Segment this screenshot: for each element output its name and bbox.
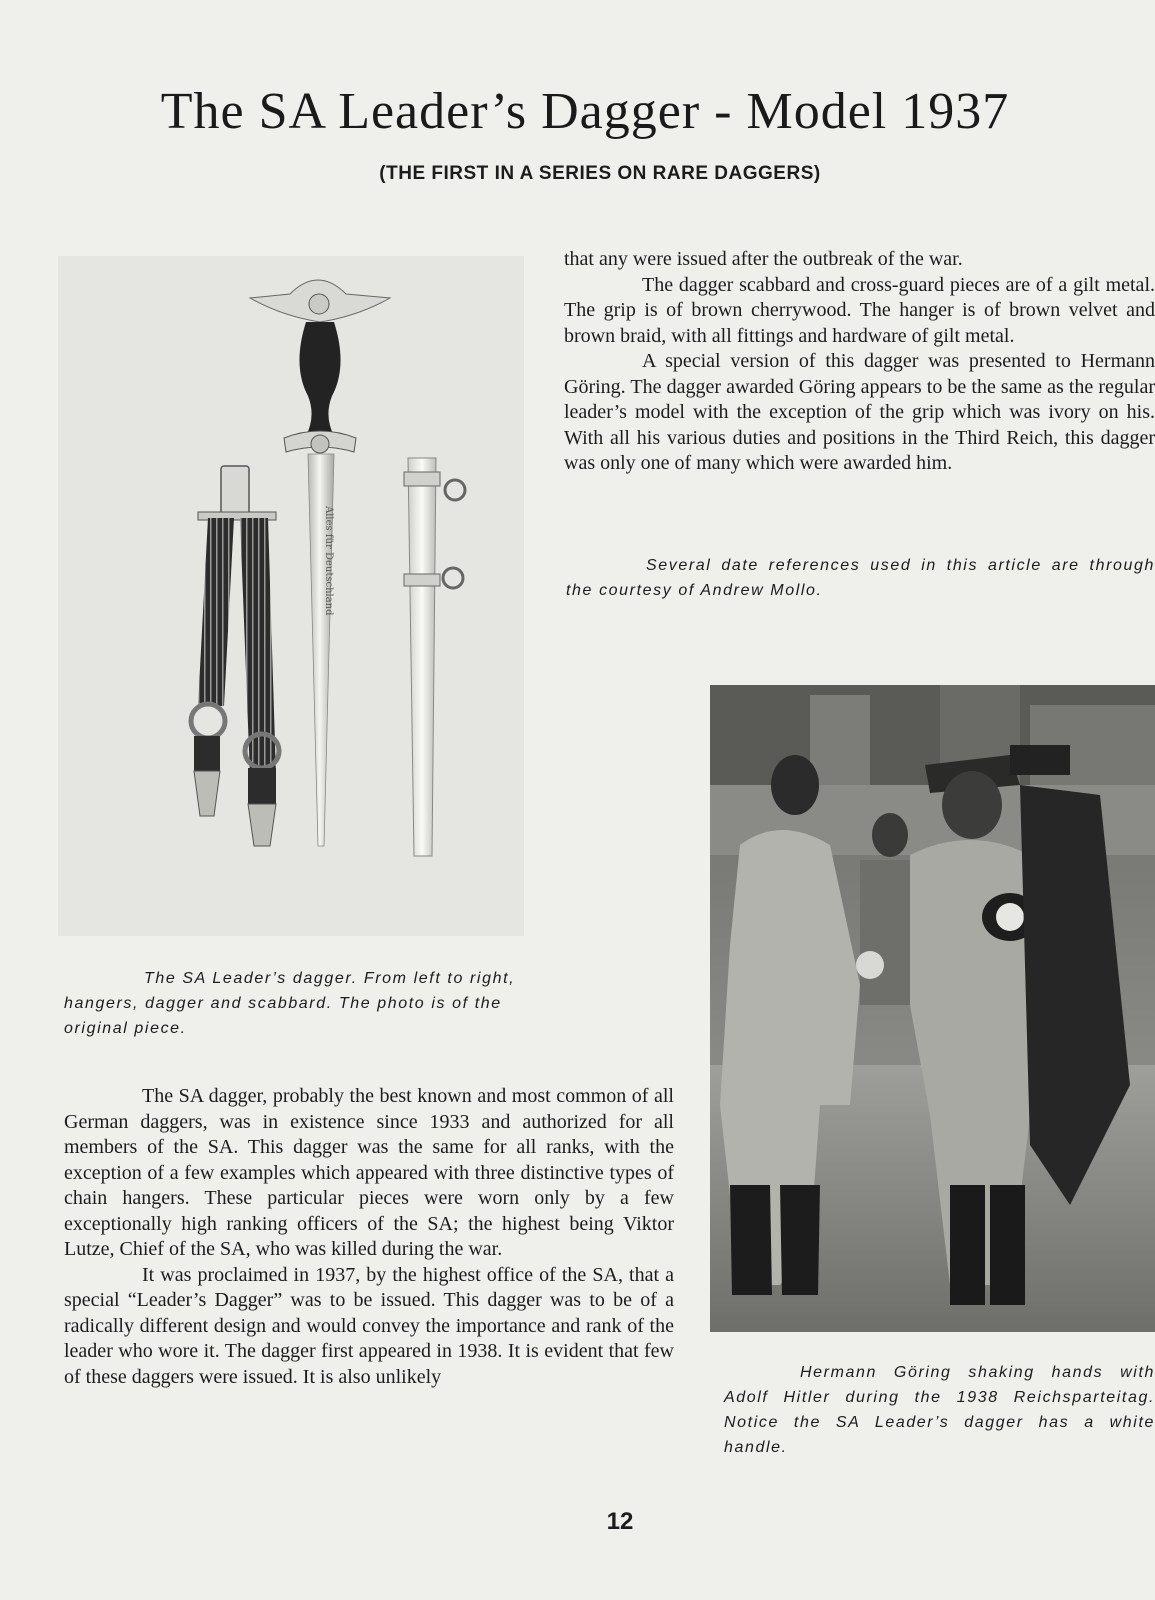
article-subtitle: (THE FIRST IN A SERIES ON RARE DAGGERS) xyxy=(379,163,821,184)
paragraph: It was proclaimed in 1937, by the highest office of the SA, that a special “Leader’s Dagger” was to be issued. This dagger was to be of a radically different design and would convey the importance and rank of the leader who wore it. The dagger first appeared in 1938. It is evident that few of these daggers were issued. It is also unlikely xyxy=(64,1263,674,1388)
blade-inscription: Alles für Deutschland xyxy=(323,506,334,616)
body-column-left xyxy=(64,1084,674,1390)
dagger-photo-caption xyxy=(64,966,526,1041)
article-title: The SA Leader’s Dagger - Model 1937 xyxy=(160,83,1010,140)
goring-hitler-photo xyxy=(710,685,1155,1332)
dagger-caption-text: The SA Leader’s dagger. From left to right, hangers, dagger and scabbard. The photo is of the original piece. xyxy=(64,970,516,1037)
goring-photo-caption xyxy=(724,1360,1155,1460)
paragraph: that any were issued after the outbreak of the war. xyxy=(564,248,963,270)
credit-note xyxy=(566,553,1155,603)
paragraph: The SA dagger, probably the best known and most common of all German daggers, was in existence since 1933 and authorized for all members of the SA. This dagger was the same for all ranks, with the exception of a few examples which appeared with three distinctive types of chain hangers. These particular pieces were worn only by a few exceptionally high ranking officers of the SA; the highest being Viktor Lutze, Chief of the SA, who was killed during the war. xyxy=(64,1085,674,1260)
credit-text: Several date references used in this article are through the courtesy of Andrew Mollo. xyxy=(566,557,1155,599)
paragraph: A special version of this dagger was presented to Hermann Göring. The dagger awarded Göring appears to be the same as the regular leader’s model with the exception of the grip which was ivory on his. With all his various duties and positions in the Third Reich, this dagger was only one of many which were awarded him. xyxy=(564,350,1155,474)
goring-caption-text: Hermann Göring shaking hands with Adolf Hitler during the 1938 Reichsparteitag. Notice the SA Leader’s dagger has a white handle. xyxy=(724,1364,1155,1456)
paragraph: The dagger scabbard and cross-guard pieces are of a gilt metal. The grip is of brown cherrywood. The hanger is of brown velvet and brown braid, with all fittings and hardware of gilt metal. xyxy=(564,273,1155,347)
body-column-right xyxy=(564,247,1155,477)
dagger-photo xyxy=(58,256,524,936)
page-number: 12 xyxy=(606,1508,634,1535)
